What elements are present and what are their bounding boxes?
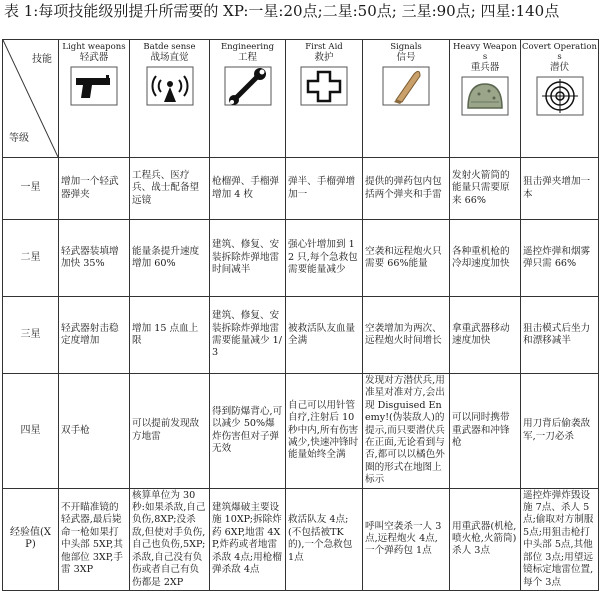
table-cell: 空袭和远程炮火只需要 66%能量 — [363, 220, 450, 297]
table-cell: 提供的弹药包内包括两个弹夹和手雷 — [363, 158, 450, 220]
table-cell: 强心针增加到 12 只,每个急救包需要能量减少 — [286, 220, 363, 297]
table-cell: 双手枪 — [59, 374, 130, 489]
table-cell: 发射火箭筒的能量只需要原来 66% — [450, 158, 521, 220]
level-label: 经验值(XP) — [3, 488, 59, 590]
table-cell: 能量条提升速度增加 60% — [130, 220, 210, 297]
skill-header-first-aid — [286, 40, 363, 158]
table-cell: 轻武器射击稳定度增加 — [59, 297, 130, 374]
table-row — [3, 220, 599, 297]
skill-header-covert-operations — [521, 40, 599, 158]
red-cross-icon — [300, 66, 348, 106]
header-row — [3, 40, 599, 158]
table-cell: 用刀背后偷袭敌军,一刀必杀 — [521, 374, 599, 489]
skill-header-battle-sense — [130, 40, 210, 158]
table-cell: 工程兵、医疗兵、战士配备望远镜 — [130, 158, 210, 220]
table-cell: 自己可以用针管自疗,注射后 10 秒中内,所有伤害减少,快速冲锋时能量始终全满 — [286, 374, 363, 489]
skill-name-en: Light weapons — [62, 42, 126, 52]
table-row — [3, 374, 599, 489]
table-cell: 不开瞄准镜的轻武器,最后毙命一枪如果打中头部 5XP,其他部位 3XP,手雷 3XP — [59, 488, 130, 590]
table-cell: 建筑爆破主要设施 10XP;拆除炸药 6XP,地雷 4XP,炸药或者地雷杀敌 4点;用枪榴弹杀敌 4点 — [210, 488, 286, 590]
table-cell: 发现对方潜伏兵,用准星对准对方,会出现 Disguised Enemy!(伪装敌人)的提示,而只要潜伏兵在正面,无论看到与否,都可以以橘色外圈的形式在地图上标示 — [363, 374, 450, 489]
skill-name-zh: 潜伏 — [549, 62, 569, 73]
table-cell: 被救活队友血量全满 — [286, 297, 363, 374]
level-label: 一星 — [3, 158, 59, 220]
table-cell: 核算单位为 30 秒:如果杀敌,自己负伤,8XP;没杀敌,但使对手负伤,自己也负伤,5XP;杀敌,自己没有负伤或者自己有负伤都是 2XP — [130, 488, 210, 590]
skill-name-zh: 信号 — [396, 52, 416, 63]
table-cell: 狙击弹夹增加一本 — [521, 158, 599, 220]
table-cell: 可以同时携带重武器和冲锋枪 — [450, 374, 521, 489]
table-cell: 得到防爆背心,可以减少 50%爆炸伤害但对子弹无效 — [210, 374, 286, 489]
skill-header-light-weapons — [59, 40, 130, 158]
level-label: 三星 — [3, 297, 59, 374]
skill-name-en: Engineering — [220, 42, 275, 52]
table-cell: 拿重武器移动速度加快 — [450, 297, 521, 374]
table-cell: 救活队友 4点;(不包括被TK 的),一个急救包 1点 — [286, 488, 363, 590]
skill-table — [2, 39, 599, 591]
skill-name-en: Batde sense — [143, 42, 196, 52]
level-label: 四星 — [3, 374, 59, 489]
skill-header-engineering — [210, 40, 286, 158]
skill-name-en: Covert Operations — [522, 42, 597, 62]
table-cell: 空袭增加为两次、远程炮火时间增长 — [363, 297, 450, 374]
skill-name-zh: 重兵器 — [470, 62, 500, 73]
table-caption: 表 1:每项技能级别提升所需要的 XP:一星:20点;二星:50点; 三星:90点; 四星:140点 — [4, 2, 560, 20]
skill-header-signals — [363, 40, 450, 158]
radar-signal-icon — [146, 66, 194, 106]
wrench-icon — [224, 66, 272, 106]
corner-skill-label: 技能 — [32, 54, 52, 65]
level-label: 二星 — [3, 220, 59, 297]
pistol-icon — [70, 66, 118, 106]
skill-name-zh: 战场直觉 — [150, 52, 189, 63]
skill-name-zh: 救护 — [314, 52, 334, 63]
table-row — [3, 158, 599, 220]
table-cell: 各种重机枪的冷却速度加快 — [450, 220, 521, 297]
table-cell: 用重武器(机枪,喷火枪,火箭筒)杀人 3点 — [450, 488, 521, 590]
skill-name-zh: 轻武器 — [79, 52, 109, 63]
bullet-icon — [382, 66, 430, 106]
table-cell: 增加一个轻武器弹夹 — [59, 158, 130, 220]
table-cell: 枪榴弹、手榴弹增加 4 枚 — [210, 158, 286, 220]
skill-name-zh: 工程 — [237, 52, 257, 63]
skill-name-en: First Aid — [305, 42, 343, 52]
skill-name-en: Heavy Weapons — [453, 42, 517, 62]
helmet-icon — [461, 76, 509, 116]
corner-level-label: 等级 — [9, 132, 29, 144]
corner-cell — [3, 40, 59, 158]
table-cell: 遥控炸弹炸毁设施 7点、杀人 5点;偷取对方制服 5点;用狙击枪打中头部 5点,其他部位 3点;用望远镜标定地雷位置,每个 3点 — [521, 488, 599, 590]
table-cell: 遥控炸弹和烟雾弹只需 66% — [521, 220, 599, 297]
table-row — [3, 488, 599, 590]
table-cell: 弹半、手榴弹增加一 — [286, 158, 363, 220]
table-cell: 呼叫空袭杀一人 3点,远程炮火 4点,一个弹药包 1点 — [363, 488, 450, 590]
crosshair-icon — [536, 76, 584, 116]
table-cell: 可以提前发现敌方地雷 — [130, 374, 210, 489]
table-cell: 轻武器装填增加快 35% — [59, 220, 130, 297]
table-cell: 增加 15 点血上限 — [130, 297, 210, 374]
skill-name-en: Signals — [390, 42, 422, 52]
skill-header-heavy-weapons — [450, 40, 521, 158]
table-row — [3, 297, 599, 374]
table-cell: 狙击模式后坐力和漂移减半 — [521, 297, 599, 374]
table-cell: 建筑、修复、安装拆除炸弹地雷需要能量减少 1/3 — [210, 297, 286, 374]
table-cell: 建筑、修复、安装拆除炸弹地雷时间减半 — [210, 220, 286, 297]
